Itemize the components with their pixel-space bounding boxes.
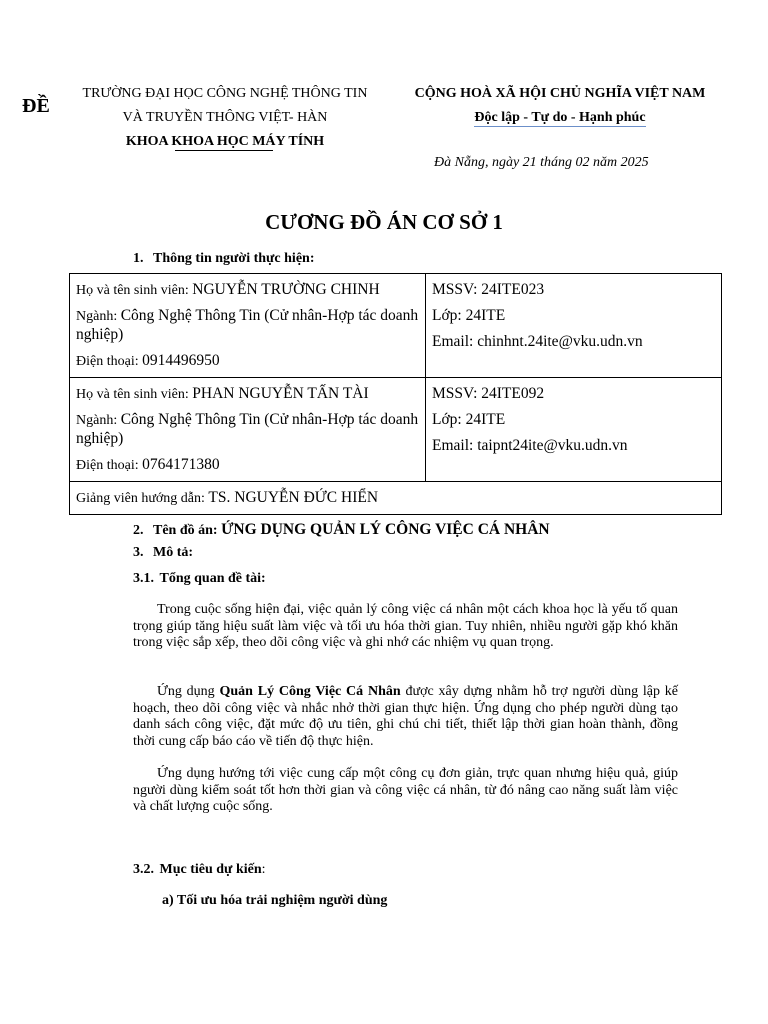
student-info-table [69,273,722,515]
student-2-mssv: 24ITE092 [481,385,545,402]
project-name: ỨNG DỤNG QUẢN LÝ CÔNG VIỆC CÁ NHÂN [221,521,550,538]
overview-paragraph-2 [133,684,678,750]
class-label: Lớp: [432,307,466,324]
student-1-major: Công Nghệ Thông Tin (Cử nhân-Hợp tác doanh nghiệp) [76,307,419,343]
major-label: Ngành: [76,413,121,428]
phone-label: Điện thoại: [76,354,143,369]
national-motto: Độc lập - Tự do - Hạnh phúc [474,110,646,125]
section-2-label: Tên đồ án: [153,523,222,538]
student-1-phone: 0914496950 [142,352,220,369]
student-2-class: 24ITE [465,411,506,428]
class-label: Lớp: [432,411,466,428]
section-3-2-heading [133,862,266,878]
school-header [70,82,380,154]
supervisor-label: Giảng viên hướng dẫn: [76,491,209,506]
paragraph-text: được xây dựng nhằm hỗ trợ người dùng lập kế hoạch, theo dõi công việc và nhắc nhở thời gian thực hiện. Ứng dụng cho phép người dùng tạo danh sách công việc, đặt mức độ ưu tiên, ghi chú chi tiết, thiết lập thời gian hoàn thành, đồng thời cung cấp báo cáo về tiến độ thực hiện. [133,684,678,749]
section-3-heading [133,545,193,561]
name-label: Họ và tên sinh viên: [76,387,193,402]
supervisor-name: TS. NGUYỄN ĐỨC HIỂN [208,489,379,506]
de-label: ĐỀ [22,95,50,117]
student-1-right-cell [426,274,722,378]
section-3-label: Mô tả: [153,545,194,560]
section-3-2-label: Mục tiêu dự kiến [159,862,262,877]
table-row [70,274,722,378]
section-2-heading [133,521,550,539]
student-1-name: NGUYỄN TRƯỜNG CHINH [192,281,380,298]
student-1-email[interactable]: chinhnt.24ite@vku.udn.vn [477,333,643,350]
email-label: Email: [432,437,478,454]
name-label: Họ và tên sinh viên: [76,283,193,298]
section-1-label: Thông tin người thực hiện: [153,251,315,266]
student-2-right-cell [426,378,722,482]
email-label: Email: [432,333,478,350]
school-name-line2: VÀ TRUYỀN THÔNG VIỆT- HÀN [122,110,328,125]
mssv-label: MSSV: [432,385,482,402]
student-2-major: Công Nghệ Thông Tin (Cử nhân-Hợp tác doanh nghiệp) [76,411,419,447]
supervisor-cell [70,482,722,515]
section-3-1-label: Tổng quan đề tài: [159,571,266,586]
section-2-number: 2. [133,523,144,538]
section-3-1-number: 3.1. [133,571,154,586]
student-2-left-cell [70,378,426,482]
table-row [70,482,722,515]
student-1-class: 24ITE [465,307,506,324]
student-1-left-cell [70,274,426,378]
faculty-name: KHOA KHOA HỌC MÁY TÍNH [125,134,325,149]
country-name: CỘNG HOÀ XÃ HỘI CHỦ NGHĨA VIỆT NAM [414,86,706,101]
paragraph-text: Ứng dụng hướng tới việc cung cấp một công cụ đơn giản, trực quan nhưng hiệu quả, giúp người dùng kiểm soát tốt hơn thời gian và công việc cá nhân, từ đó nâng cao năng suất làm việc và chất lượng cuộc sống. [133,766,678,814]
table-row [70,378,722,482]
student-1-mssv: 24ITE023 [481,281,545,298]
section-3-1-heading [133,571,266,587]
section-1-number: 1. [133,251,144,266]
section-1-heading [133,251,314,267]
subsection-a-heading: a) Tối ưu hóa trải nghiệm người dùng [162,893,388,908]
overview-paragraph-1 [133,602,678,652]
paragraph-text: Trong cuộc sống hiện đại, việc quản lý công việc cá nhân một cách khoa học là yếu tố quan trọng giúp tăng hiệu suất làm việc và tối ưu hóa thời gian. Tuy nhiên, nhiều người gặp khó khăn trong việc sắp xếp, theo dõi công việc và ghi nhớ các nhiệm vụ quan trọng. [133,602,678,650]
app-name-bold: Quản Lý Công Việc Cá Nhân [219,684,401,699]
section-3-number: 3. [133,545,144,560]
national-header [390,82,730,130]
school-name-line1: TRƯỜNG ĐẠI HỌC CÔNG NGHỆ THÔNG TIN [82,86,368,101]
student-2-phone: 0764171380 [142,456,220,473]
overview-paragraph-3 [133,766,678,816]
document-title: CƯƠNG ĐỒ ÁN CƠ SỞ 1 [265,210,503,234]
mssv-label: MSSV: [432,281,482,298]
student-2-name: PHAN NGUYỄN TẤN TÀI [192,385,369,402]
student-2-email[interactable]: taipnt24ite@vku.udn.vn [477,437,628,454]
faculty-underline [175,150,273,151]
document-date: Đà Nẵng, ngày 21 tháng 02 năm 2025 [434,155,649,170]
section-3-2-number: 3.2. [133,862,154,877]
phone-label: Điện thoại: [76,458,143,473]
section-3-2-colon: : [261,862,266,877]
major-label: Ngành: [76,309,121,324]
paragraph-text: Ứng dụng [157,684,220,699]
